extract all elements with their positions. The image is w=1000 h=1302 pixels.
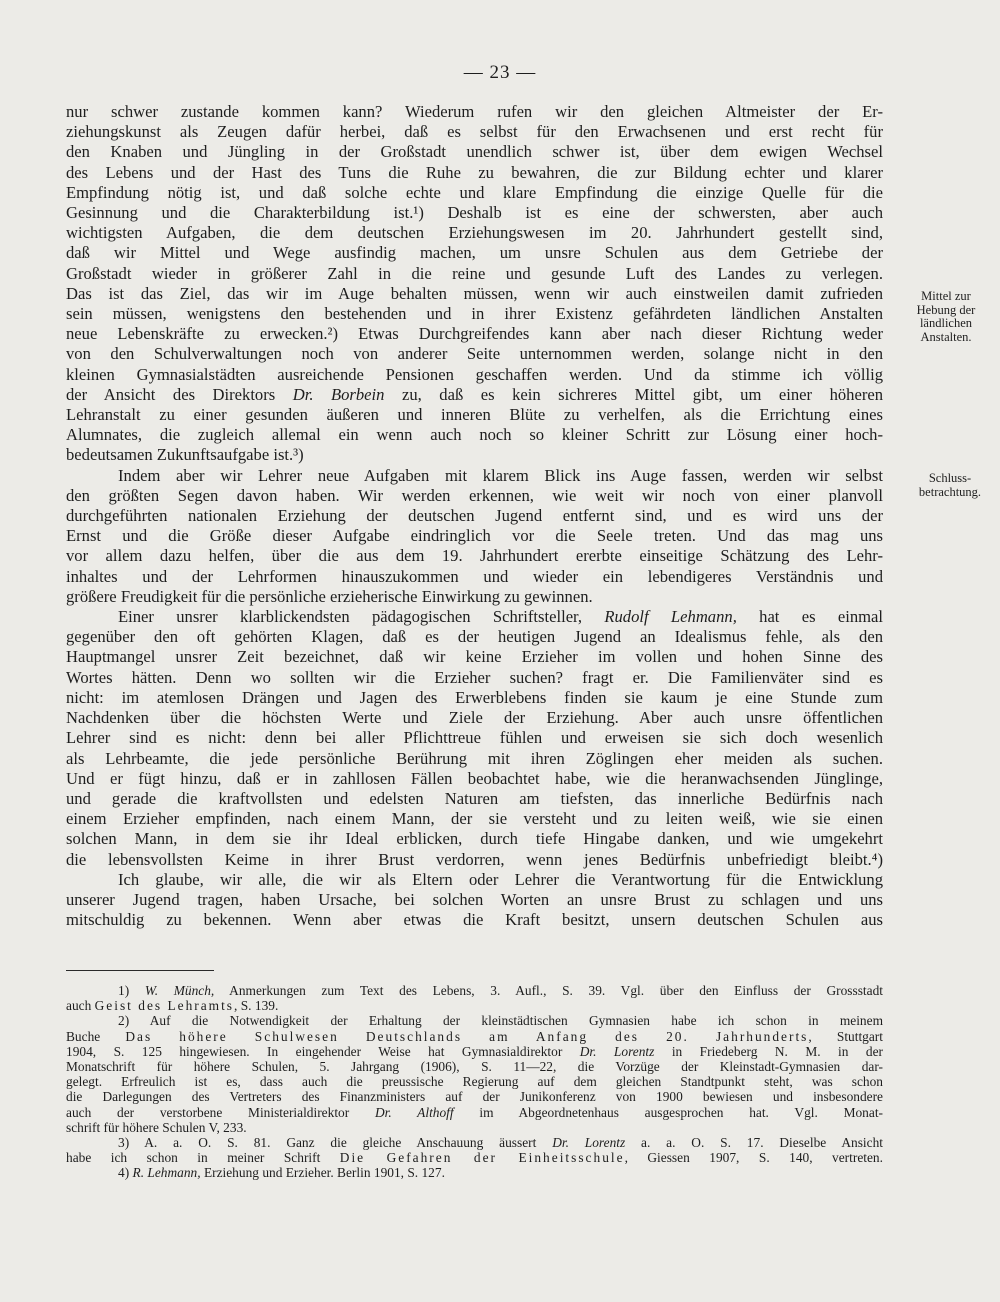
text-line: vor allem dazu helfen, über die aus dem 19. Jahrhundert ererbte einseitige Schätzung des Lehr- <box>66 546 883 566</box>
margin-note-conclusion <box>902 472 998 499</box>
body-text <box>66 102 883 930</box>
footnote-line <box>66 1105 883 1120</box>
footnote-line: schrift für höhere Schulen V, 233. <box>66 1119 247 1135</box>
italic-name: Dr. Lorentz <box>579 1043 655 1059</box>
margin-note-rural-schools <box>898 290 994 344</box>
text-segment: hat es einmal <box>736 607 883 627</box>
footnote-line <box>66 1029 883 1044</box>
footnote-line <box>66 1044 883 1059</box>
italic-name: Dr. Lorentz <box>552 1135 626 1151</box>
text-line: gegenüber den oft gehörten Klagen, daß es der heutigen Jugend an Idealismus fehle, als den <box>66 627 883 647</box>
italic-name: Rudolf Lehmann, <box>604 607 737 627</box>
italic-name: W. Münch, <box>144 983 215 998</box>
italic-name: R. Lehmann, <box>132 1165 201 1181</box>
spaced-title: Die Gefahren der Einheitsschule <box>339 1150 625 1166</box>
text-segment: 4) <box>118 1165 133 1181</box>
text-segment: , S. 139. <box>234 998 279 1014</box>
margin-note-line: Mittel zur <box>921 289 971 303</box>
footnote-line <box>66 1135 883 1150</box>
text-line: und gerade die kraftvollsten und edelsten Naturen am tiefsten, das innerliche Bedürfnis nach <box>66 788 883 808</box>
text-line: sein müssen, wenigstens den bestehenden und in ihrer Existenz gefährdeten ländlichen Anstalten <box>66 304 883 324</box>
text-line: bedeutsamen Zukunftsaufgabe ist.³) <box>66 445 304 465</box>
text-line: des Lebens und der Hast des Tuns die Ruhe zu bewahren, die zur Bildung echter und klarer <box>66 162 883 182</box>
text-line: daß wir Mittel und Wege ausfindig machen, um unsre Schulen aus dem Getriebe der <box>66 243 883 263</box>
text-line: neue Lebenskräfte zu erwecken.²) Etwas Durchgreifendes kann aber nach dieser Richtung weder <box>66 324 883 344</box>
text-line: Das ist das Ziel, das wir im Auge behalten müssen, wenn wir auch einstweilen damit zufrieden <box>66 283 883 303</box>
text-line: von den Schulverwaltungen noch von anderer Seite unternommen werden, solange nicht in den <box>66 344 883 364</box>
text-line: inhaltes und der Lehrformen hinauszukommen und wieder ein lebendigeres Verständnis und <box>66 566 883 586</box>
spaced-title: Geist des Lehramts <box>94 998 235 1014</box>
text-line: Lehrer sind es nicht: denn bei aller Pflichttreue fühlen und erweisen sie sich doch wesenlich <box>66 728 883 748</box>
footnote-line <box>66 1165 883 1180</box>
text-line: Und er fügt hinzu, daß er in zahllosen Fällen beobachtet habe, wie die heranwachsenden Jünglinge, <box>66 768 883 788</box>
footnotes <box>66 983 883 1181</box>
text-segment: in Friedeberg N. M. in der <box>654 1043 883 1059</box>
text-line: Alumnates, die zugleich allemal ein wenn auch noch so kleiner Schritt zur Lösung einer hoch- <box>66 425 883 445</box>
italic-name: Dr. Althoff <box>374 1104 454 1120</box>
text-line: Lehranstalt zu einer gesunden äußeren und inneren Blüte zu verhelfen, als die Errichtung eines <box>66 405 883 425</box>
text-line: größere Freudigkeit für die persönliche erzieherische Einwirkung zu gewinnen. <box>66 586 593 606</box>
text-line: Wortes hätten. Denn wo sollten wir die Erzieher suchen? fragt er. Die Familienväter sind es <box>66 667 883 687</box>
text-line: Indem aber wir Lehrer neue Aufgaben mit klarem Blick ins Auge fassen, werden wir selbst <box>118 465 883 485</box>
text-segment: 3) A. a. O. S. 81. Ganz die gleiche Anschauung äussert <box>118 1135 553 1151</box>
text-segment: auch der verstorbene Ministerialdirektor <box>66 1104 375 1120</box>
text-line: nur schwer zustande kommen kann? Wiederum rufen wir den gleichen Altmeister der Er- <box>66 102 883 121</box>
footnote-line: Monatschrift für höhere Schulen, 5. Jahrgang (1906), S. 11—22, die Vorzüge der Kleinstadt-Gymnasien dar- <box>66 1059 883 1075</box>
footnote-line: gelegt. Erfreulich ist es, dass auch die preussische Regierung auf dem gleichen Standtpunkt steht, was schon <box>66 1074 883 1090</box>
text-segment: Einer unsrer klarblickendsten pädagogischen Schriftsteller, <box>118 607 605 627</box>
text-line: Ernst und die Größe dieser Aufgabe eindringlich vor die Seele treten. Und das mag uns <box>66 526 883 546</box>
text-line: Hauptmangel unsrer Zeit bezeichnet, daß wir keine Erzieher im vollen und hohen Sinne des <box>66 647 883 667</box>
margin-note-line: betrachtung. <box>918 484 982 499</box>
text-line: einem Erzieher empfinden, nach einem Mann, der sie versteht und zu leiten weiß, wie sie einen <box>66 809 883 829</box>
text-line: wichtigsten Aufgaben, die dem deutschen Erziehungswesen im 20. Jahrhundert gestellt sind, <box>66 223 883 243</box>
text-line: den größten Segen davon haben. Wir werden erkennen, wie weit wir noch von einer planvoll <box>66 485 883 505</box>
text-line: durchgeführten nationalen Erziehung der deutschen Jugend entfernt sind, und es wird uns der <box>66 506 883 526</box>
text-line <box>66 607 883 627</box>
spaced-title: Das höhere Schulwesen Deutschlands am Anfang des 20. Jahrhunderts <box>125 1028 809 1044</box>
text-line: Empfindung nötig ist, und daß solche echte und klare Empfindung die einzige Quelle für die <box>66 182 883 202</box>
text-line: unserer Jugend tragen, haben Ursache, bei solchen Worten an unsre Brust zu schlagen und uns <box>66 889 883 909</box>
text-segment: auch <box>66 998 95 1014</box>
text-line: nicht: im atemlosen Drängen und Jagen des Erwerblebens finden sie kaum je eine Stunde zum <box>66 687 883 707</box>
text-segment: Erziehung und Erzieher. Berlin 1901, S. 127. <box>200 1165 445 1181</box>
footnote-line <box>66 983 883 998</box>
margin-note-line: Hebung der <box>916 302 976 317</box>
text-segment: Buche <box>66 1028 126 1044</box>
text-line: kleinen Gymnasialstädten ausreichende Pensionen geschaffen werden. Und da stimme ich völlig <box>66 364 883 384</box>
text-segment: a. a. O. S. 17. Dieselbe Ansicht <box>625 1135 883 1151</box>
footnote-line <box>66 1150 883 1165</box>
text-line <box>66 385 883 405</box>
footnote-line: 2) Auf die Notwendigkeit der Erhaltung der kleinstädtischen Gymnasien habe ich schon in meinem <box>118 1013 883 1029</box>
text-line: Ich glaube, wir alle, die wir als Eltern oder Lehrer die Verantwortung für die Entwicklung <box>118 869 883 889</box>
italic-name: Dr. Borbein <box>292 384 385 404</box>
text-line: Großstadt wieder in größerer Zahl in die reine und gesunde Luft des Landes zu verlegen. <box>66 263 883 283</box>
text-segment: 1904, S. 125 hingewiesen. In eingehender Weise hat Gymnasialdirektor <box>66 1043 580 1059</box>
text-line: die lebensvollsten Keime in ihrer Brust verdorren, wenn jenes Bedürfnis unbefriedigt bleibt.⁴) <box>66 849 883 869</box>
text-line: mitschuldig zu bekennen. Wenn aber etwas die Kraft besitzt, unsern deutschen Schulen aus <box>66 910 883 930</box>
text-segment: im Abgeordnetenhaus ausgesprochen hat. Vgl. Monat- <box>453 1104 883 1120</box>
text-segment: der Ansicht des Direktors <box>66 384 293 404</box>
footnote-line: die Darlegungen des Vertreters des Finanzministers auf der Junikonferenz von 1900 bewiesen und insbesondere <box>66 1089 883 1105</box>
text-segment: , Stuttgart <box>808 1028 883 1044</box>
text-line: ziehungskunst als Zeugen dafür herbei, daß es selbst für den Erwachsenen und erst recht für <box>66 122 883 142</box>
page-number: — 23 — <box>463 62 537 83</box>
text-segment: 1) <box>118 983 145 998</box>
text-line: als Lehrbeamte, die jede persönliche Berührung mit ihren Zöglingen eher meiden als suchen. <box>66 748 883 768</box>
text-line: Gesinnung und die Charakterbildung ist.¹) Deshalb ist es eine der schwersten, aber auch <box>66 203 883 223</box>
text-segment: , Giessen 1907, S. 140, vertreten. <box>624 1150 883 1166</box>
text-line: solchen Mann, in dem sie ihr Ideal erblicken, durch tiefe Hingabe danken, und wie umgekehrt <box>66 829 883 849</box>
margin-note-line: Schluss- <box>928 471 972 485</box>
margin-note-line: Anstalten. <box>920 329 972 344</box>
text-segment: habe ich schon in meiner Schrift <box>66 1150 340 1166</box>
footnote-line <box>66 998 883 1013</box>
text-segment: zu, daß es kein sichreres Mittel gibt, um einer höheren <box>384 384 883 404</box>
text-line: den Knaben und Jüngling in der Großstadt unendlich schwer ist, über dem ewigen Wechsel <box>66 142 883 162</box>
footnote-divider <box>66 970 214 971</box>
text-segment: Anmerkungen zum Text des Lebens, 3. Aufl., S. 39. Vgl. über den Einfluss der Grossstadt <box>214 983 883 998</box>
margin-note-line: ländlichen <box>919 316 973 330</box>
text-line: Nachdenken über die höchsten Werte und Ziele der Erziehung. Aber auch unsre öffentlichen <box>66 708 883 728</box>
